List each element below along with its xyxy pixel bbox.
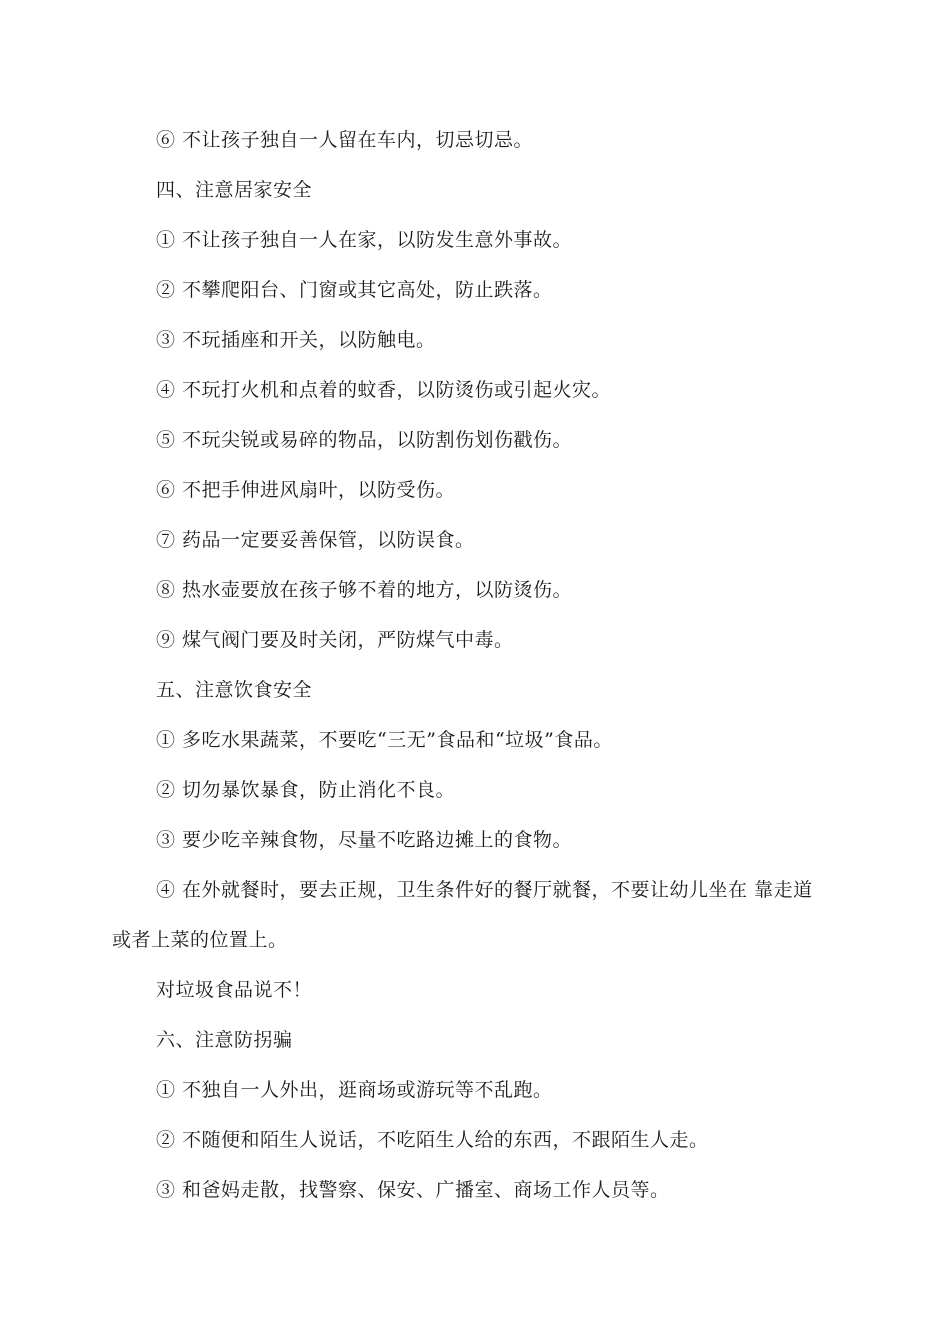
section-heading-anti-abduction: 六、注意防拐骗 [156,1029,293,1051]
list-item-home-1: ① 不让孩子独自一人在家，以防发生意外事故。 [156,229,573,251]
list-item-home-6: ⑥ 不把手伸进风扇叶，以防受伤。 [156,479,456,501]
list-item-home-9: ⑨ 煤气阀门要及时关闭，严防煤气中毒。 [156,629,514,651]
list-item-food-4: ④ 在外就餐时，要去正规，卫生条件好的餐厅就餐，不要让幼儿坐在 靠走道 [156,879,813,901]
list-item-food-3: ③ 要少吃辛辣食物，尽量不吃路边摊上的食物。 [156,829,573,851]
list-item-food-2: ② 切勿暴饮暴食，防止消化不良。 [156,779,456,801]
slogan-junk-food: 对垃圾食品说不！ [156,979,313,1001]
list-item-home-5: ⑤ 不玩尖锐或易碎的物品，以防割伤划伤戳伤。 [156,429,573,451]
list-item-abduction-2: ② 不随便和陌生人说话，不吃陌生人给的东西，不跟陌生人走。 [156,1129,709,1151]
list-item-home-4: ④ 不玩打火机和点着的蚊香，以防烫伤或引起火灾。 [156,379,612,401]
list-item-food-1: ① 多吃水果蔬菜，不要吃“三无”食品和“垃圾”食品。 [156,729,613,751]
list-item-home-2: ② 不攀爬阳台、门窗或其它高处，防止跌落。 [156,279,553,301]
list-item-abduction-1: ① 不独自一人外出，逛商场或游玩等不乱跑。 [156,1079,553,1101]
list-item-car-6: ⑥ 不让孩子独自一人留在车内，切忌切忌。 [156,129,534,151]
list-item-home-8: ⑧ 热水壶要放在孩子够不着的地方，以防烫伤。 [156,579,573,601]
list-item-home-7: ⑦ 药品一定要妥善保管，以防误食。 [156,529,475,551]
list-item-food-4-continued: 或者上菜的位置上。 [112,929,288,951]
list-item-home-3: ③ 不玩插座和开关，以防触电。 [156,329,436,351]
section-heading-food-safety: 五、注意饮食安全 [156,679,313,701]
section-heading-home-safety: 四、注意居家安全 [156,179,313,201]
list-item-abduction-3: ③ 和爸妈走散，找警察、保安、广播室、商场工作人员等。 [156,1179,670,1201]
